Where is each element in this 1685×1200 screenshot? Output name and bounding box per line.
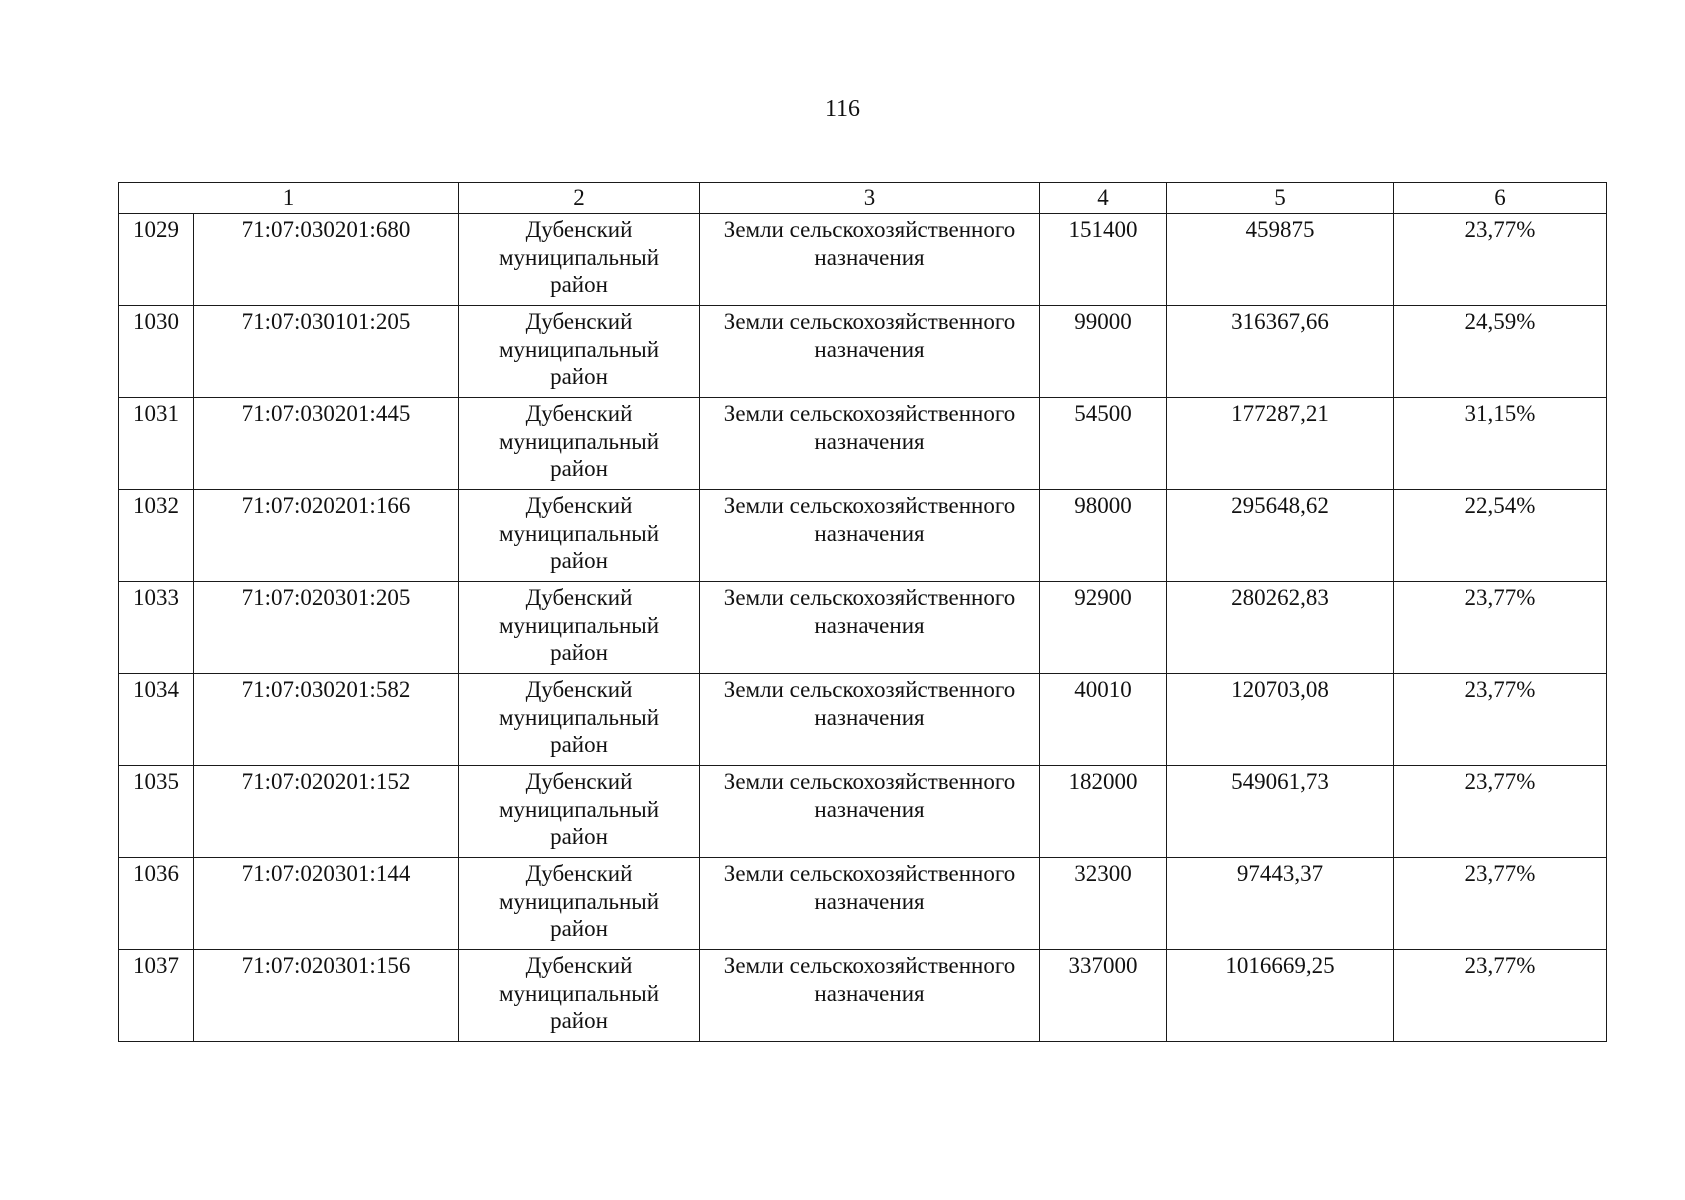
municipality-cell-line: муниципальный <box>498 244 660 270</box>
cadastral-value-cell-line: 459875 <box>1245 217 1315 242</box>
municipality-cell-line: район <box>550 732 608 757</box>
percent-cell-line: 31,15% <box>1464 401 1536 426</box>
percent-cell <box>1394 306 1607 398</box>
land-category-cell-line: Земли сельскохозяйственного <box>723 585 1016 610</box>
land-category-cell <box>700 398 1040 490</box>
row-number-cell-line: 1035 <box>133 769 179 794</box>
municipality-cell-line: Дубенский <box>525 585 633 610</box>
area-cell-line: 54500 <box>1074 401 1132 426</box>
municipality-cell-line: Дубенский <box>525 769 633 794</box>
municipality-cell-line: муниципальный <box>498 428 660 454</box>
area-cell-line: 40010 <box>1074 677 1132 702</box>
municipality-cell-line: район <box>550 916 608 941</box>
land-category-cell <box>700 582 1040 674</box>
row-number-cell <box>119 214 194 306</box>
municipality-cell <box>459 766 700 858</box>
cadastral-value-cell <box>1167 398 1394 490</box>
percent-cell-line: 22,54% <box>1464 493 1536 518</box>
cadastral-number-cell <box>194 306 459 398</box>
cadastral-value-cell <box>1167 674 1394 766</box>
row-number-cell <box>119 950 194 1042</box>
column-header-5: 5 <box>1167 183 1394 214</box>
cadastral-number-cell <box>194 674 459 766</box>
cadastral-value-cell <box>1167 950 1394 1042</box>
column-header-4: 4 <box>1040 183 1167 214</box>
cadastral-number-cell <box>194 582 459 674</box>
land-category-cell-line: Земли сельскохозяйственного <box>723 953 1016 978</box>
land-category-cell-line: назначения <box>814 520 925 546</box>
land-category-cell-line: Земли сельскохозяйственного <box>723 401 1016 426</box>
row-number-cell <box>119 582 194 674</box>
row-number-cell-line: 1036 <box>133 861 179 886</box>
land-category-cell <box>700 306 1040 398</box>
area-cell-line: 92900 <box>1074 585 1132 610</box>
row-number-cell-line: 1031 <box>133 401 179 426</box>
table-row <box>119 674 1607 766</box>
municipality-cell <box>459 950 700 1042</box>
table-row <box>119 766 1607 858</box>
municipality-cell-line: район <box>550 364 608 389</box>
municipality-cell-line: Дубенский <box>525 309 633 334</box>
percent-cell <box>1394 858 1607 950</box>
table-row <box>119 306 1607 398</box>
municipality-cell-line: муниципальный <box>498 704 660 730</box>
municipality-cell <box>459 674 700 766</box>
land-category-cell-line: назначения <box>814 336 925 362</box>
column-header-6: 6 <box>1394 183 1607 214</box>
cadastral-number-cell-line: 71:07:020201:152 <box>241 769 411 794</box>
percent-cell-line: 23,77% <box>1464 769 1536 794</box>
row-number-cell-line: 1029 <box>133 217 179 242</box>
municipality-cell-line: Дубенский <box>525 677 633 702</box>
cadastral-number-cell <box>194 950 459 1042</box>
land-category-cell <box>700 674 1040 766</box>
cadastral-value-cell-line: 549061,73 <box>1231 769 1329 794</box>
municipality-cell-line: муниципальный <box>498 980 660 1006</box>
cadastral-value-cell-line: 316367,66 <box>1231 309 1329 334</box>
column-header-3: 3 <box>700 183 1040 214</box>
row-number-cell <box>119 306 194 398</box>
municipality-cell-line: муниципальный <box>498 612 660 638</box>
cadastral-number-cell <box>194 766 459 858</box>
percent-cell <box>1394 214 1607 306</box>
table-row <box>119 582 1607 674</box>
row-number-cell <box>119 674 194 766</box>
municipality-cell-line: район <box>550 272 608 297</box>
area-cell-line: 182000 <box>1068 769 1138 794</box>
land-category-cell <box>700 490 1040 582</box>
percent-cell <box>1394 674 1607 766</box>
land-category-cell <box>700 858 1040 950</box>
cadastral-number-cell-line: 71:07:020301:144 <box>241 861 411 886</box>
cadastral-value-cell-line: 280262,83 <box>1231 585 1329 610</box>
header-row <box>119 183 1607 214</box>
area-cell-line: 32300 <box>1074 861 1132 886</box>
cadastral-value-cell <box>1167 766 1394 858</box>
municipality-cell-line: район <box>550 456 608 481</box>
land-category-cell-line: Земли сельскохозяйственного <box>723 861 1016 886</box>
area-cell-line: 98000 <box>1074 493 1132 518</box>
percent-cell-line: 23,77% <box>1464 217 1536 242</box>
municipality-cell-line: Дубенский <box>525 493 633 518</box>
land-category-cell <box>700 950 1040 1042</box>
municipality-cell <box>459 306 700 398</box>
land-category-cell-line: назначения <box>814 704 925 730</box>
municipality-cell-line: Дубенский <box>525 217 633 242</box>
municipality-cell-line: район <box>550 824 608 849</box>
land-category-cell-line: Земли сельскохозяйственного <box>723 493 1016 518</box>
row-number-cell <box>119 398 194 490</box>
land-category-cell-line: Земли сельскохозяйственного <box>723 309 1016 334</box>
land-category-cell-line: Земли сельскохозяйственного <box>723 677 1016 702</box>
municipality-cell-line: Дубенский <box>525 861 633 886</box>
column-header-2: 2 <box>459 183 700 214</box>
area-cell <box>1040 950 1167 1042</box>
cadastral-value-cell <box>1167 582 1394 674</box>
row-number-cell <box>119 490 194 582</box>
land-category-cell-line: назначения <box>814 796 925 822</box>
row-number-cell <box>119 766 194 858</box>
table-row <box>119 858 1607 950</box>
row-number-cell-line: 1033 <box>133 585 179 610</box>
cadastral-number-cell-line: 71:07:020201:166 <box>241 493 411 518</box>
land-category-cell-line: Земли сельскохозяйственного <box>723 217 1016 242</box>
municipality-cell-line: Дубенский <box>525 953 633 978</box>
cadastral-value-cell-line: 120703,08 <box>1231 677 1329 702</box>
land-category-cell-line: назначения <box>814 612 925 638</box>
percent-cell <box>1394 766 1607 858</box>
table-row <box>119 398 1607 490</box>
percent-cell-line: 23,77% <box>1464 677 1536 702</box>
municipality-cell <box>459 582 700 674</box>
area-cell <box>1040 858 1167 950</box>
area-cell-line: 337000 <box>1068 953 1138 978</box>
cadastral-number-cell-line: 71:07:030201:680 <box>241 217 411 242</box>
cadastral-value-cell <box>1167 306 1394 398</box>
row-number-cell <box>119 858 194 950</box>
percent-cell <box>1394 398 1607 490</box>
municipality-cell-line: Дубенский <box>525 401 633 426</box>
municipality-cell-line: муниципальный <box>498 796 660 822</box>
area-cell <box>1040 214 1167 306</box>
municipality-cell <box>459 398 700 490</box>
land-registry-table <box>118 182 1607 1042</box>
row-number-cell-line: 1034 <box>133 677 179 702</box>
row-number-cell-line: 1032 <box>133 493 179 518</box>
row-number-cell-line: 1037 <box>133 953 179 978</box>
cadastral-value-cell-line: 177287,21 <box>1231 401 1329 426</box>
land-category-cell-line: назначения <box>814 980 925 1006</box>
cadastral-number-cell-line: 71:07:020301:205 <box>241 585 411 610</box>
cadastral-number-cell-line: 71:07:030101:205 <box>241 309 411 334</box>
cadastral-value-cell <box>1167 214 1394 306</box>
cadastral-number-cell <box>194 398 459 490</box>
municipality-cell <box>459 858 700 950</box>
land-category-cell <box>700 214 1040 306</box>
cadastral-number-cell-line: 71:07:030201:582 <box>241 677 411 702</box>
column-header-1: 1 <box>119 183 459 214</box>
area-cell <box>1040 398 1167 490</box>
table-row <box>119 214 1607 306</box>
land-category-cell-line: назначения <box>814 428 925 454</box>
percent-cell <box>1394 582 1607 674</box>
cadastral-number-cell-line: 71:07:020301:156 <box>241 953 411 978</box>
municipality-cell-line: район <box>550 1008 608 1033</box>
cadastral-value-cell-line: 1016669,25 <box>1225 953 1335 978</box>
percent-cell <box>1394 490 1607 582</box>
cadastral-number-cell <box>194 490 459 582</box>
cadastral-value-cell <box>1167 490 1394 582</box>
municipality-cell <box>459 214 700 306</box>
percent-cell-line: 23,77% <box>1464 585 1536 610</box>
cadastral-number-cell-line: 71:07:030201:445 <box>241 401 411 426</box>
municipality-cell-line: муниципальный <box>498 520 660 546</box>
area-cell-line: 151400 <box>1068 217 1138 242</box>
cadastral-number-cell <box>194 858 459 950</box>
municipality-cell-line: муниципальный <box>498 336 660 362</box>
area-cell <box>1040 490 1167 582</box>
percent-cell-line: 23,77% <box>1464 861 1536 886</box>
cadastral-value-cell-line: 295648,62 <box>1231 493 1329 518</box>
area-cell <box>1040 582 1167 674</box>
percent-cell <box>1394 950 1607 1042</box>
percent-cell-line: 24,59% <box>1464 309 1536 334</box>
land-category-cell <box>700 766 1040 858</box>
cadastral-value-cell-line: 97443,37 <box>1236 861 1324 886</box>
cadastral-value-cell <box>1167 858 1394 950</box>
table-body <box>119 214 1607 1042</box>
percent-cell-line: 23,77% <box>1464 953 1536 978</box>
area-cell <box>1040 674 1167 766</box>
table-row <box>119 950 1607 1042</box>
area-cell <box>1040 766 1167 858</box>
municipality-cell <box>459 490 700 582</box>
municipality-cell-line: район <box>550 640 608 665</box>
row-number-cell-line: 1030 <box>133 309 179 334</box>
land-category-cell-line: назначения <box>814 888 925 914</box>
page-number: 116 <box>824 96 861 122</box>
table-row <box>119 490 1607 582</box>
municipality-cell-line: муниципальный <box>498 888 660 914</box>
municipality-cell-line: район <box>550 548 608 573</box>
land-category-cell-line: назначения <box>814 244 925 270</box>
cadastral-number-cell <box>194 214 459 306</box>
land-category-cell-line: Земли сельскохозяйственного <box>723 769 1016 794</box>
area-cell-line: 99000 <box>1074 309 1132 334</box>
area-cell <box>1040 306 1167 398</box>
